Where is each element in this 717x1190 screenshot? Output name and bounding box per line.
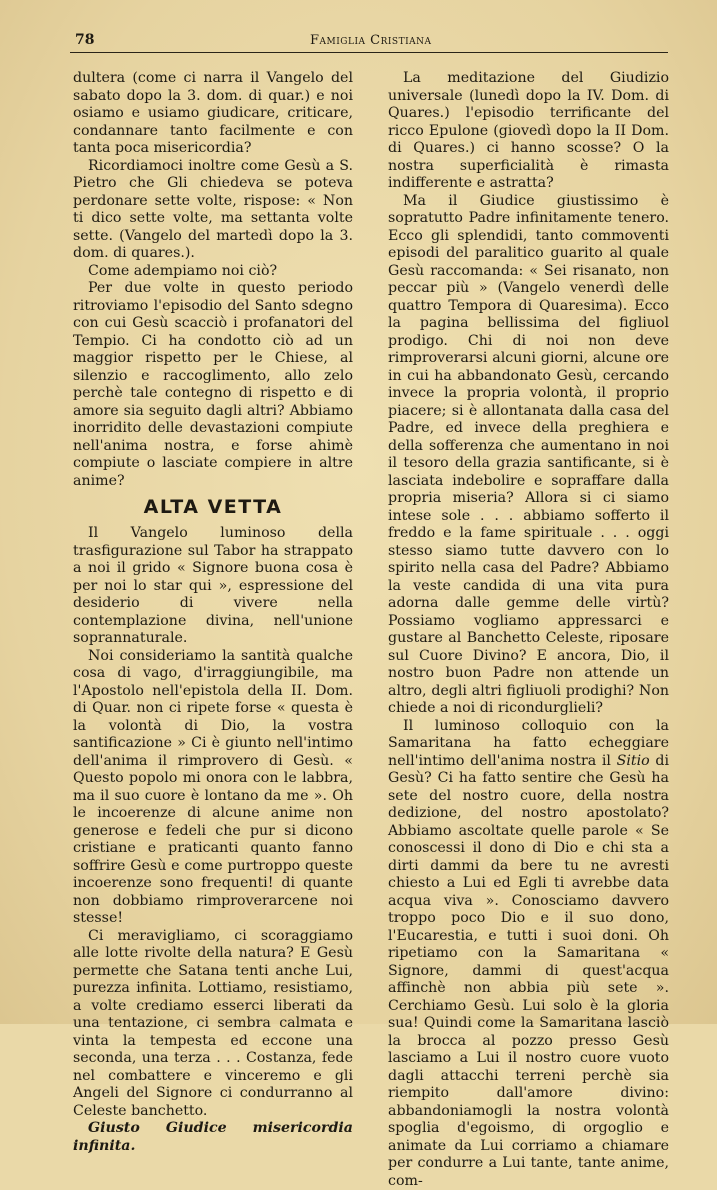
text-run: di Gesù? Ci ha fatto sentire che Gesù ha sete del nostro cuore, della nostra dedizione, del nostro apostolato? Abbiamo ascoltate quelle parole « Se conoscessi il dono di Dio e chi sta a dirti dammi da bere tu ne avresti chiesto a Lui ed Egli ti avrebbe data acqua viva ». Conosciamo davvero troppo poco Dio e il suo dono, l'Eucarestia, e tutti i suoi doni. Oh ripetiamo con la Samaritana « Signore, dammi di quest'acqua affinchè non abbia più sete ». Cerchiamo Gesù. Lui solo è la gloria sua! Quindi come la Samaritana lasciò la brocca al pozzo presso Gesù lasciamo a Lui il nostro cuore vuoto dagli attacchi terreni perchè sia riempito dall'amore divino: abbandoniamogli la nostra volontà spoglia d'egoismo, di orgoglio e animate da Lui corriamo a chiamare per condurre a Lui tante, tante anime, com-	[388, 753, 669, 1189]
left-column	[73, 70, 353, 1155]
section-title: ALTA VETTA	[73, 496, 353, 518]
signoff: Giusto Giudice misericordia infinita.	[73, 1120, 353, 1155]
page-number: 78	[75, 32, 94, 48]
running-head: Famiglia Cristiana	[310, 33, 432, 48]
paragraph: dultera (come ci narra il Vangelo del sabato dopo la 3. dom. di quar.) e noi osiamo e usiamo giudicare, criticare, condannare tanto facilmente e con tanta poca misericordia?	[73, 70, 353, 158]
paragraph: Ricordiamoci inoltre come Gesù a S. Pietro che Gli chiedeva se poteva perdonare sette volte, rispose: « Non ti dico sette volte, ma settanta volte sette. (Vangelo del martedì dopo la 3. dom. di quares.).	[73, 158, 353, 263]
right-column	[388, 70, 669, 1190]
text-run: Il luminoso colloquio con la Samaritana ha fatto echeggiare nell'intimo dell'anima nostra il	[388, 718, 669, 769]
paragraph: Ma il Giudice giustissimo è sopratutto Padre infinitamente tenero. Ecco gli splendidi, tanto commoventi episodi del paralitico guarito al quale Gesù raccomanda: « Sei risanato, non peccar più » (Vangelo venerdì delle quattro Tempora di Quaresima). Ecco la pagina bellissima del figliuol prodigo. Chi di noi non deve rimproverarsi alcuni giorni, alcune ore in cui ha abbandonato Gesù, cercando invece la propria volontà, il proprio piacere; si è allontanata dalla casa del Padre, ed invece della preghiera e della sofferenza che aumentano in noi il tesoro della grazia santificante, si è lasciata indebolire e sopraffare dalla propria miseria? Allora si ci siamo intese sole . . . abbiamo sofferto il freddo e la fame spirituale . . . oggi stesso siamo tutte davvero con lo spirito nella casa del Padre? Abbiamo la veste candida di una vita pura adorna dalle gemme delle virtù? Possiamo vogliamo appressarci e gustare al Banchetto Celeste, riposare sul Cuore Divino? E ancora, Dio, il nostro buon Padre non attende un altro, degli altri figliuoli prodighi? Non chiede a noi di ricondurglieli?	[388, 193, 669, 718]
paragraph: Il Vangelo luminoso della trasfigurazione sul Tabor ha strappato a noi il grido « Signore buona cosa è per noi lo star qui », espressione del desiderio di vivere nella contemplazione divina, nell'unione soprannaturale.	[73, 525, 353, 648]
page-header	[70, 32, 668, 53]
paragraph: Per due volte in questo periodo ritroviamo l'episodio del Santo sdegno con cui Gesù scacciò i profanatori del Tempio. Ci ha condotto ciò ad un maggior rispetto per le Chiese, al silenzio e raccoglimento, allo zelo perchè tale contegno di rispetto e di amore sia seguito dagli altri? Abbiamo inorridito delle devastazioni compiute nell'anima nostra, e forse ahimè compiute o lasciate compiere in altre anime?	[73, 280, 353, 490]
paragraph: Come adempiamo noi ciò?	[73, 263, 353, 281]
paragraph	[388, 718, 669, 1190]
paragraph: La meditazione del Giudizio universale (lunedì dopo la IV. Dom. di Quares.) l'episodio terrificante del ricco Epulone (giovedì dopo la II Dom. di Quares.) ci hanno scosse? O la nostra superficialità è rimasta indifferente e astratta?	[388, 70, 669, 193]
paragraph: Ci meravigliamo, ci scoraggiamo alle lotte rivolte della natura? E Gesù permette che Satana tenti anche Lui, purezza infinita. Lottiamo, resistiamo, a volte crediamo esserci liberati da una tentazione, ci sembra calmata e vinta la tempesta ed eccone una seconda, una terza . . . Costanza, fede nel combattere e vinceremo e gli Angeli del Signore ci condurranno al Celeste banchetto.	[73, 928, 353, 1121]
italic-word: Sitio	[617, 753, 650, 769]
paragraph: Noi consideriamo la santità qualche cosa di vago, d'irraggiungibile, ma l'Apostolo nell'epistola della II. Dom. di Quar. non ci ripete forse « questa è la volontà di Dio, la vostra santificazione » Ci è giunto nell'intimo dell'anima il rimprovero di Gesù. « Questo popolo mi onora con le labbra, ma il suo cuore è lontano da me ». Oh le incoerenze di alcune anime non generose e fedeli che pur si dicono cristiane e praticanti quanto fanno soffrire Gesù e come purtroppo queste incoerenze sono frequenti! di quante non dobbiamo rimproverarcene noi stesse!	[73, 648, 353, 928]
